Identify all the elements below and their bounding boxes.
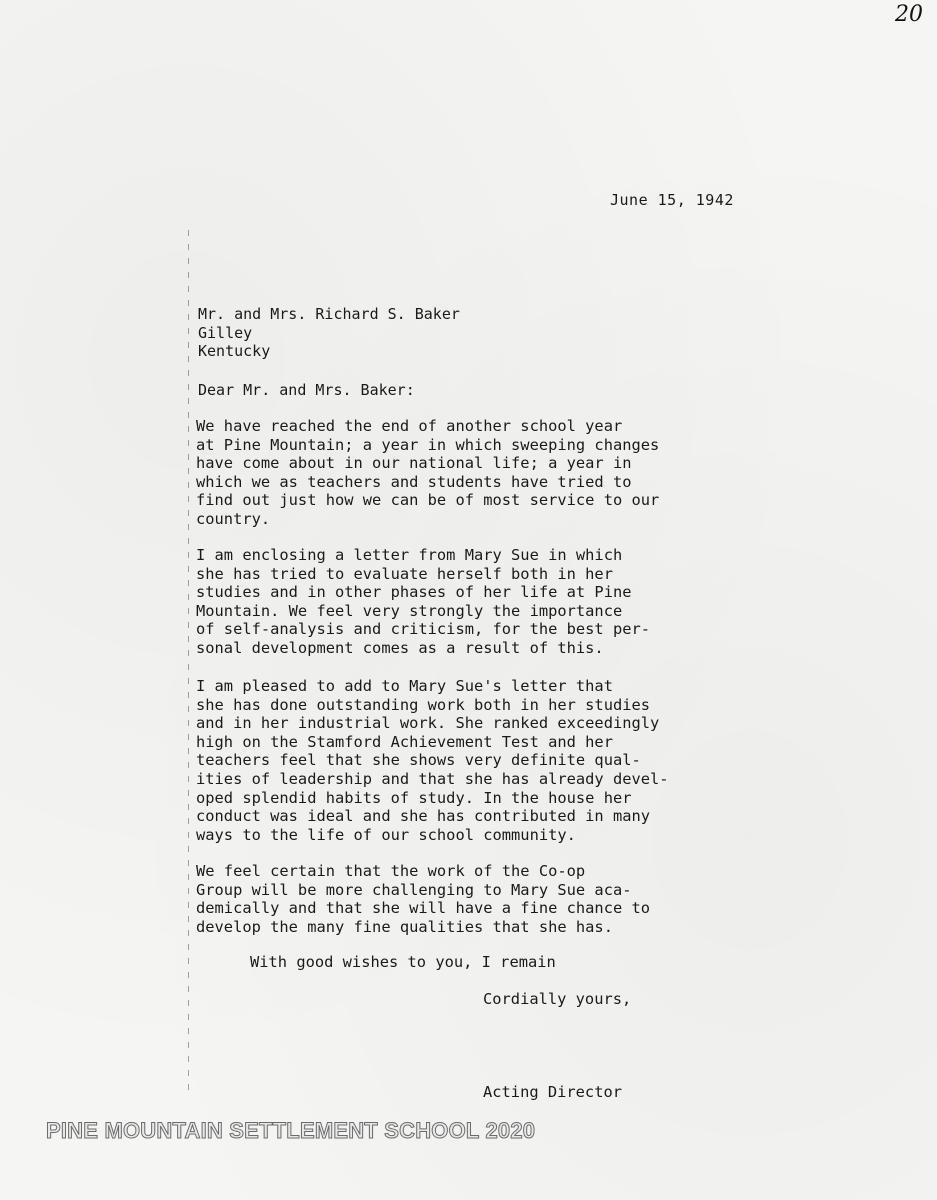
address-line-state: Kentucky bbox=[198, 342, 271, 360]
paragraph-3: I am pleased to add to Mary Sue's letter that she has done outstanding work both in her studies and in her industrial work. She ranked exceedingly high on the Stamford Achievement Test and her teachers feel that she shows very definite qual- ities of leadership and that she has already devel- oped splendid habits of study. In the house her conduct was ideal and she has contributed in many ways to the life of our school community. bbox=[196, 677, 669, 844]
signature-title: Acting Director bbox=[483, 1083, 622, 1101]
salutation: Dear Mr. and Mrs. Baker: bbox=[198, 381, 415, 399]
page-number: 20 bbox=[895, 2, 923, 27]
address-line-town: Gilley bbox=[198, 323, 253, 342]
paragraph-1: We have reached the end of another school year at Pine Mountain; a year in which sweeping changes have come about in our national life; a year in which we as teachers and students have tried to find out just how we can be of most service to our country. bbox=[196, 417, 660, 528]
paragraph-2: I am enclosing a letter from Mary Sue in which she has tried to evaluate herself both in her studies and in other phases of her life at Pine Mountain. We feel very strongly the importance of self-analysis and criticism, for the best per- sonal development comes as a result of this. bbox=[196, 546, 651, 657]
recipient-address bbox=[198, 305, 460, 361]
complimentary-close: Cordially yours, bbox=[483, 990, 632, 1008]
letter-date: June 15, 1942 bbox=[610, 191, 734, 209]
archive-watermark: PINE MOUNTAIN SETTLEMENT SCHOOL 2020 bbox=[46, 1118, 536, 1143]
paragraph-4: We feel certain that the work of the Co-op Group will be more challenging to Mary Sue aca- demically and that she will have a fine chance to develop the many fine qualities that she has. bbox=[196, 862, 651, 936]
closing-line: With good wishes to you, I remain bbox=[250, 953, 556, 971]
address-line-name: Mr. and Mrs. Richard S. Baker bbox=[198, 305, 460, 323]
margin-rule bbox=[188, 230, 189, 1090]
